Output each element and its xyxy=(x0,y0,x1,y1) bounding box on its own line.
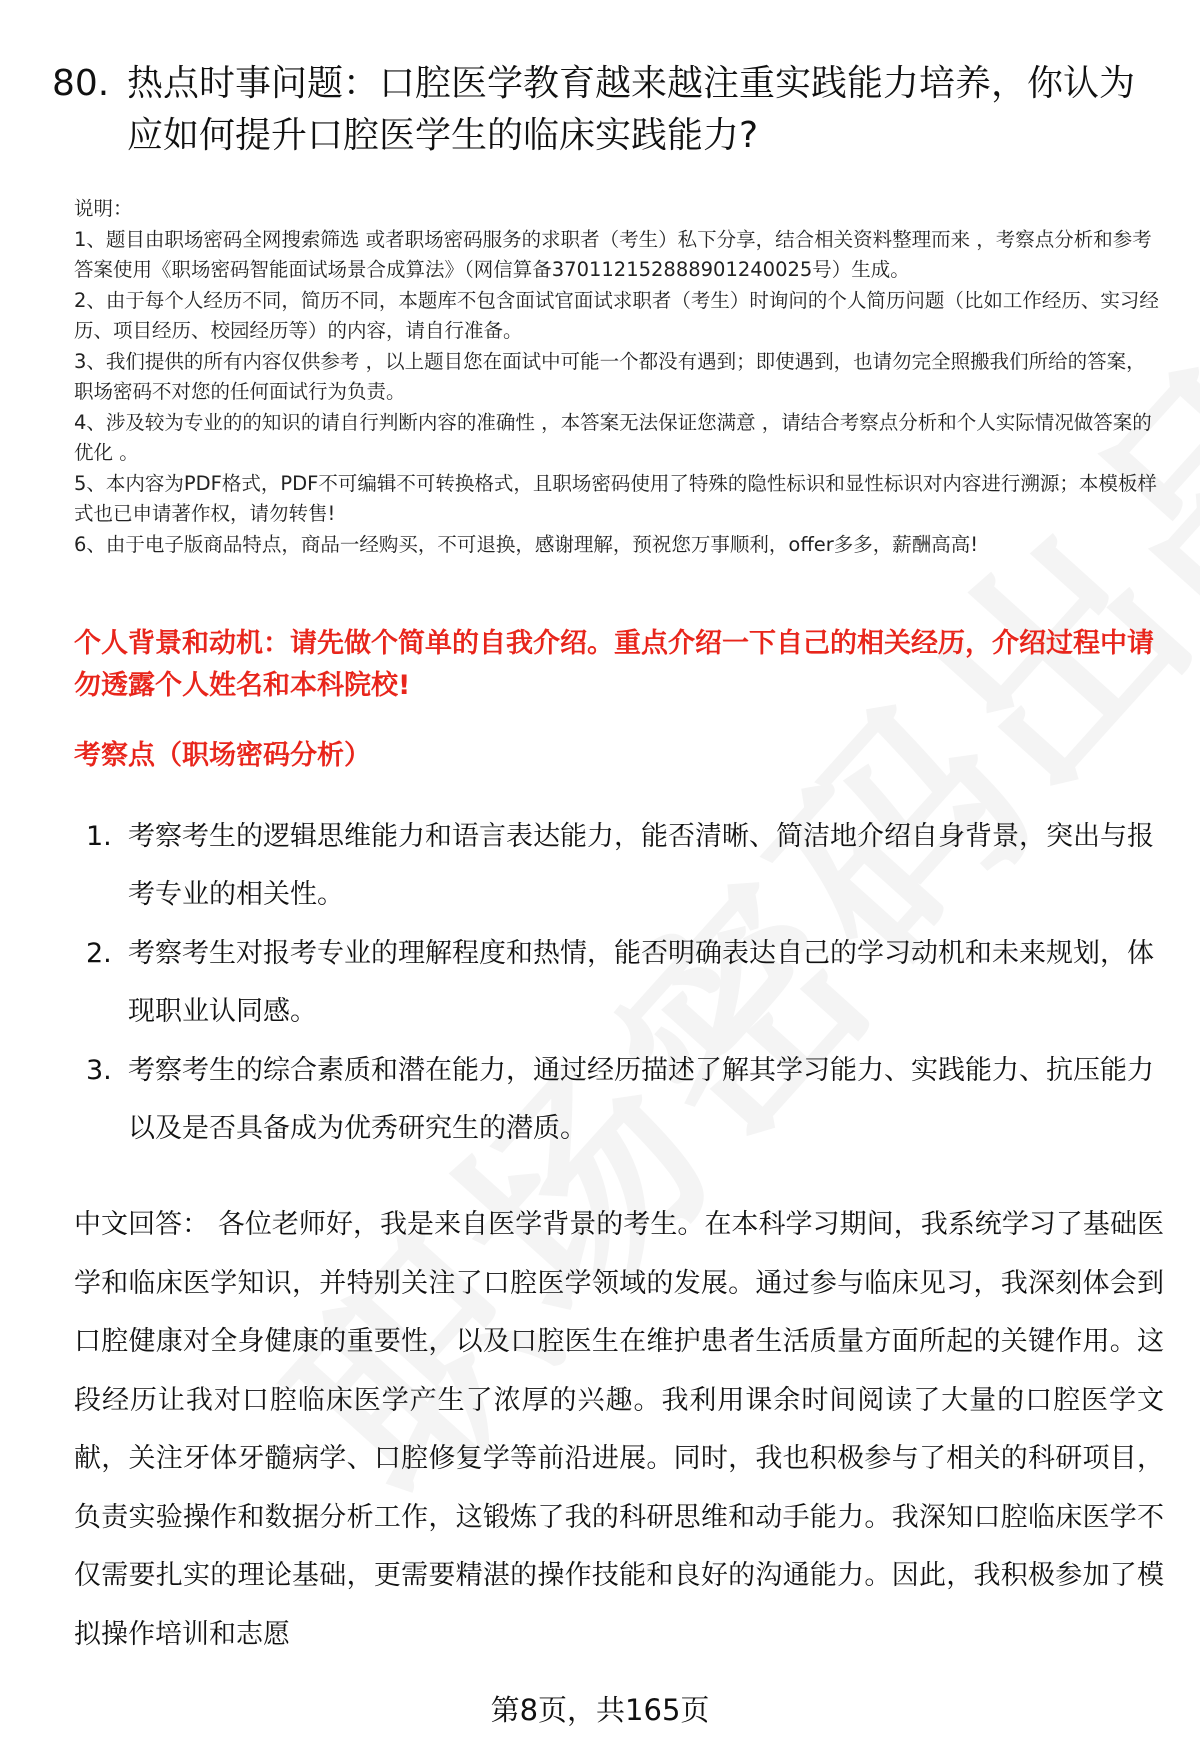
question-number: 80. xyxy=(52,63,110,104)
analysis-point-number: 3. xyxy=(86,1055,112,1086)
analysis-point-number: 1. xyxy=(86,821,112,852)
page-footer: 第8页，共165页 xyxy=(490,1693,710,1727)
notes-heading: 说明： xyxy=(74,197,133,220)
analysis-point-number: 2. xyxy=(86,938,112,969)
analysis-point-text: 考察考生的综合素质和潜在能力，通过经历描述了解其学习能力、实践能力、抗压能力以及是否具备成为优秀研究生的潜质。 xyxy=(128,1055,1154,1144)
analysis-points xyxy=(74,808,1164,1159)
answer-text: 各位老师好，我是来自医学背景的考生。在本科学习期间，我系统学习了基础医学和临床医学知识，并特别关注了口腔医学领域的发展。通过参与临床见习，我深刻体会到口腔健康对全身健康的重要性，以及口腔医生在维护患者生活质量方面所起的关键作用。这段经历让我对口腔临床医学产生了浓厚的兴趣。我利用课余时间阅读了大量的口腔医学文献，关注牙体牙髓病学、口腔修复学等前沿进展。同时，我也积极参与了相关的科研项目，负责实验操作和数据分析工作，这锻炼了我的科研思维和动手能力。我深知口腔临床医学不仅需要扎实的理论基础，更需要精湛的操作技能和良好的沟通能力。因此，我积极参加了模拟操作培训和志愿 xyxy=(74,1209,1165,1650)
analysis-point xyxy=(74,1042,1164,1158)
note-item: 6、由于电子版商品特点，商品一经购买，不可退换，感谢理解，预祝您万事顺利，offer多多，薪酬高高! xyxy=(74,532,979,556)
answer-paragraph xyxy=(74,1196,1164,1664)
analysis-point xyxy=(74,925,1164,1041)
answer-label: 中文回答： xyxy=(74,1209,210,1240)
notes-block xyxy=(74,194,1164,560)
note-item: 2、由于每个人经历不同，简历不同，本题库不包含面试官面试求职者（考生）时询问的个人简历问题（比如工作经历、实习经历、项目经历、校园经历等）的内容，请自行准备。 xyxy=(74,288,1159,342)
analysis-point-text: 考察考生的逻辑思维能力和语言表达能力，能否清晰、简洁地介绍自身背景，突出与报考专业的相关性。 xyxy=(128,821,1154,910)
note-item: 1、题目由职场密码全网搜索筛选 或者职场密码服务的求职者（考生）私下分享，结合相关资料整理而来 ，考察点分析和参考答案使用《职场密码智能面试场景合成算法》（网信算备370112152888901240025号）生成。 xyxy=(74,227,1152,281)
analysis-heading: 考察点（职场密码分析） xyxy=(74,740,371,771)
analysis-point xyxy=(74,808,1164,924)
note-item: 4、涉及较为专业的的知识的请自行判断内容的准确性 ，本答案无法保证您满意 ，请结合考察点分析和个人实际情况做答案的优化 。 xyxy=(74,410,1152,464)
note-item: 5、本内容为PDF格式，PDF不可编辑不可转换格式，且职场密码使用了特殊的隐性标识和显性标识对内容进行溯源；本模板样式也已申请著作权，请勿转售! xyxy=(74,471,1157,525)
personal-background-question: 个人背景和动机：请先做个简单的自我介绍。重点介绍一下自己的相关经历，介绍过程中请勿透露个人姓名和本科院校! xyxy=(74,628,1154,701)
question-text: 热点时事问题：口腔医学教育越来越注重实践能力培养，你认为应如何提升口腔医学生的临床实践能力? xyxy=(127,63,1136,156)
analysis-point-text: 考察考生对报考专业的理解程度和热情，能否明确表达自己的学习动机和未来规划，体现职业认同感。 xyxy=(128,938,1154,1027)
question-title xyxy=(52,58,1162,162)
note-item: 3、我们提供的所有内容仅供参考 ，以上题目您在面试中可能一个都没有遇到；即使遇到，也请勿完全照搬我们所给的答案，职场密码不对您的任何面试行为负责。 xyxy=(74,349,1146,403)
